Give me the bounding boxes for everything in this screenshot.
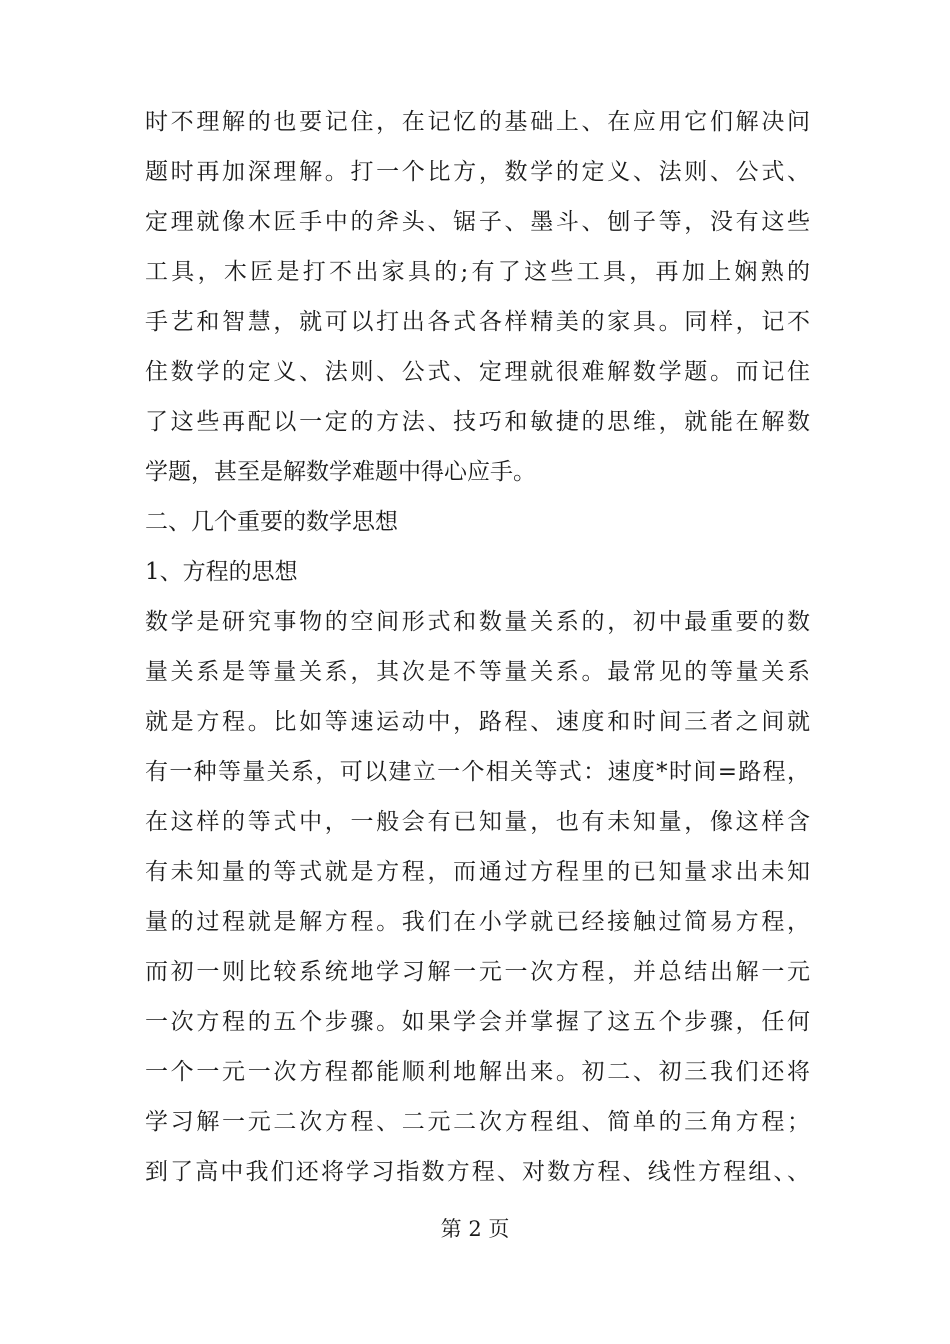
text-line: 就是方程。比如等速运动中，路程、速度和时间三者之间就 [145,709,810,735]
text-line: 一次方程的五个步骤。如果学会并掌握了这五个步骤，任何 [145,1009,810,1035]
text-line: 到了高中我们还将学习指数方程、对数方程、线性方程组、、 [145,1159,810,1185]
text-line: 二、几个重要的数学思想 [145,509,398,535]
text-line: 了这些再配以一定的方法、技巧和敏捷的思维，就能在解数 [145,409,810,435]
text-line: 有一种等量关系，可以建立一个相关等式：速度*时间=路程， [145,759,810,785]
text-line: 工具，木匠是打不出家具的;有了这些工具，再加上娴熟的 [145,259,810,285]
text-line: 在这样的等式中，一般会有已知量，也有未知量，像这样含 [145,809,810,835]
text-line: 题时再加深理解。打一个比方，数学的定义、法则、公式、 [145,159,810,185]
body-text [145,97,810,1197]
text-line: 1、方程的思想 [145,559,298,585]
text-line: 定理就像木匠手中的斧头、锯子、墨斗、刨子等，没有这些 [145,209,810,235]
text-line: 量关系是等量关系，其次是不等量关系。最常见的等量关系 [145,659,810,685]
text-line: 量的过程就是解方程。我们在小学就已经接触过简易方程， [145,909,810,935]
text-line: 学习解一元二次方程、二元二次方程组、简单的三角方程； [145,1109,810,1135]
text-line: 住数学的定义、法则、公式、定理就很难解数学题。而记住 [145,359,810,385]
page-number: 第 2 页 [440,1217,510,1241]
text-line: 一个一元一次方程都能顺利地解出来。初二、初三我们还将 [145,1059,810,1085]
text-line: 时不理解的也要记住，在记忆的基础上、在应用它们解决问 [145,109,810,135]
text-line: 数学是研究事物的空间形式和数量关系的，初中最重要的数 [145,609,810,635]
text-line: 而初一则比较系统地学习解一元一次方程，并总结出解一元 [145,959,810,985]
text-line: 学题，甚至是解数学难题中得心应手。 [145,459,536,485]
text-line: 有未知量的等式就是方程，而通过方程里的已知量求出未知 [145,859,810,885]
text-line: 手艺和智慧，就可以打出各式各样精美的家具。同样，记不 [145,309,810,335]
